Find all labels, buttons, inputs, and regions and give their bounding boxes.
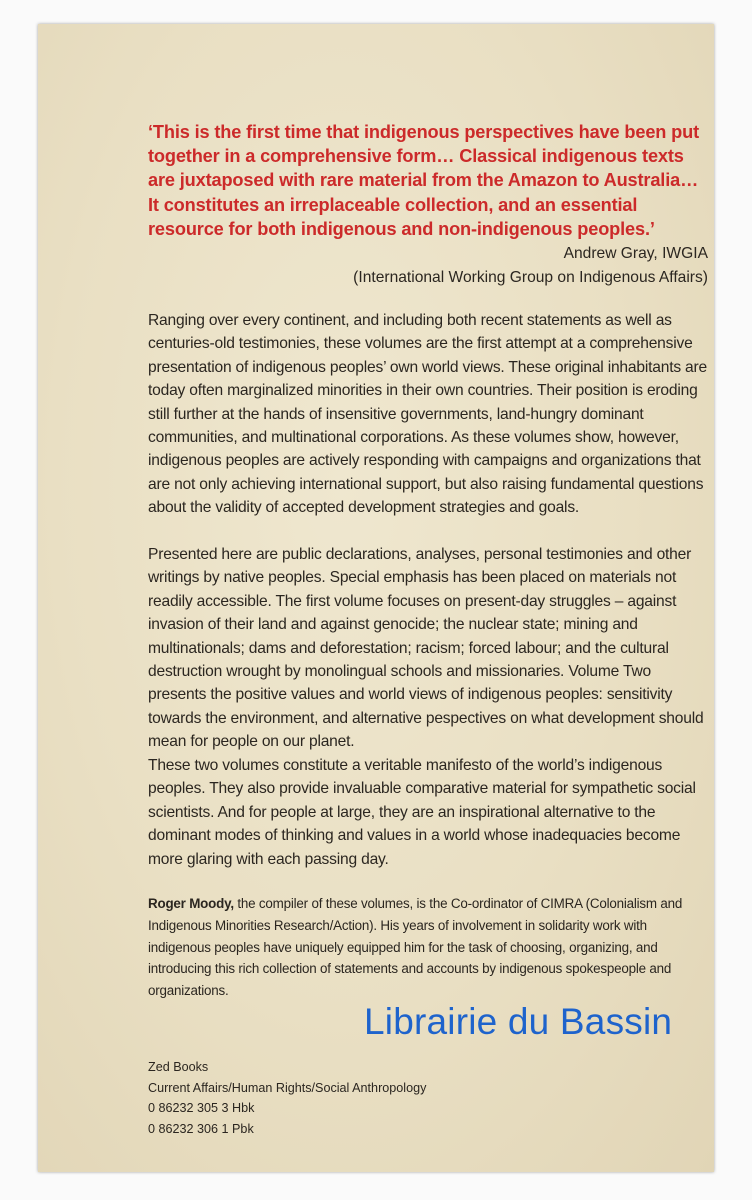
author-bio-text: the compiler of these volumes, is the Co-ordinator of CIMRA (Colonialism and Indigenous Minorities Research/Action). His years of involvement in solidarity work with indigenous peoples have uniquely equipped him for the task of choosing, organizing, and introducing this rich collection of statements and accounts by indigenous spokespeople and organizations. (148, 896, 683, 999)
subject-categories: Current Affairs/Human Rights/Social Anthropology (148, 1080, 427, 1095)
review-quote: ‘This is the first time that indigenous perspectives have been put together in a comprehensive form… Classical indigenous texts are juxtaposed with rare material from the Amazon to Australia… It constitutes an irreplaceable collection, and an essential resource for both indigenous and non-indigenous peoples.’ (148, 122, 700, 239)
isbn-hardback: 0 86232 305 3 Hbk (148, 1101, 255, 1116)
publisher-block (148, 1057, 548, 1139)
isbn-paperback: 0 86232 306 1 Pbk (148, 1121, 254, 1136)
quote-affiliation: (International Working Group on Indigenous Affairs) (353, 269, 708, 286)
author-name: Roger Moody, (148, 896, 234, 911)
description-paragraph-2: Presented here are public declarations, analyses, personal testimonies and other writings by native peoples. Special emphasis has been placed on materials not readily accessible. The first volume focuses on present-day struggles – against invasion of their land and against genocide; the nuclear state; mining and multinationals; dams and deforestation; racism; forced labour; and the cultural destruction wrought by monolingual schools and missionaries. Volume Two presents the positive values and world views of indigenous peoples: sensitivity towards the environment, and alternative pespectives on what development should mean for people on our planet. (148, 546, 704, 751)
publisher-name: Zed Books (148, 1060, 209, 1074)
description-paragraph-1: Ranging over every continent, and including both recent statements as well as centuries-old testimonies, these volumes are the first attempt at a comprehensive presentation of indigenous peoples’ own world views. These original inhabitants are today often marginalized minorities in their own countries. Their position is eroding still further at the hands of insensitive governments, land-hungry dominant communities, and multinational corporations. As these volumes show, however, indigenous peoples are actively responding with campaigns and organizations that are not only achieving international support, but also raising fundamental questions about the validity of accepted development strategies and goals. (148, 312, 707, 517)
bookstore-watermark: Librairie du Bassin (364, 1001, 673, 1042)
description-paragraph-3: These two volumes constitute a veritable manifesto of the world’s indigenous peoples. They also provide invaluable comparative material for sympathetic social scientists. And for people at large, they are an inspirational alternative to the dominant modes of thinking and values in a world whose inadequacies become more glaring with each passing day. (148, 757, 696, 868)
quote-author: Andrew Gray, IWGIA (563, 245, 708, 262)
author-bio (148, 893, 712, 1002)
